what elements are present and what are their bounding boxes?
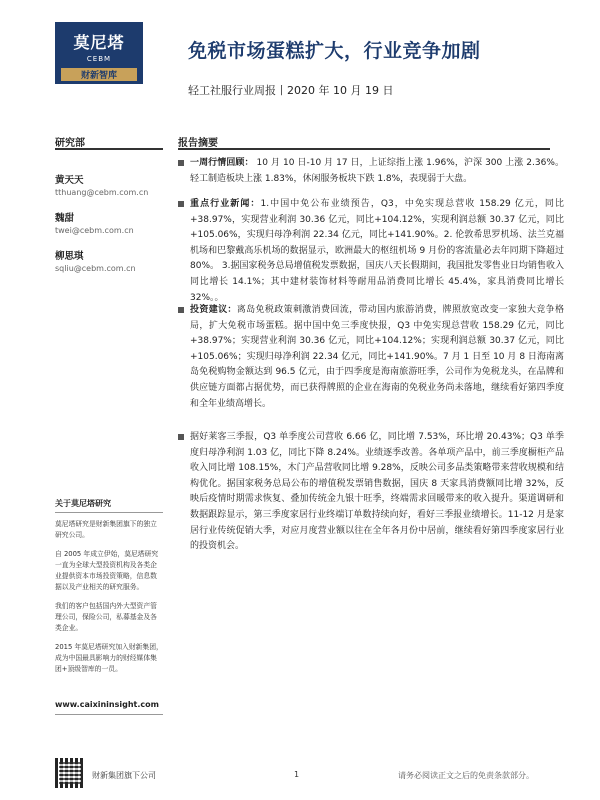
- analyst-card: [55, 248, 136, 273]
- square-bullet-icon: [178, 160, 184, 166]
- analyst-email[interactable]: tthuang@cebm.com.cn: [55, 188, 149, 197]
- brand-name-cn: 莫尼塔: [73, 33, 125, 52]
- square-bullet-icon: [178, 201, 184, 207]
- footer-disclaimer: 请务必阅读正文之后的免责条款部分。: [398, 771, 534, 780]
- main-divider: [178, 148, 550, 150]
- analyst-card: [55, 210, 134, 235]
- section-text: 离岛免税政策刺激消费回流，带动国内旅游消费，牌照放宽改变一家独大竞争格局，扩大免税市场蛋糕。据中国中免三季度快报，Q3 中免实现总营收 158.29 亿元，同比+38.97%；实现营业利润 30.36 亿元，同比+104.12%；实现利润总额 30.37 亿元，同比+105.06%；实现归母净利润 22.34 亿元，同比+141.90%。7 月 1 日至 10 月 8 日海南离岛免税购物金额达到 96.5 亿元，由于四季度是海南旅游旺季，公司作为免税龙头，在品牌和供应链方面都占据优势，而已获得牌照的企业在海南的免税业务尚未落地，继续看好第四季度和全年业绩高增长。: [190, 305, 564, 409]
- brand-subtitle: 财新智库: [61, 68, 137, 81]
- summary-heading: 报告摘要: [178, 138, 218, 149]
- analyst-card: [55, 172, 148, 197]
- square-bullet-icon: [178, 307, 184, 313]
- analyst-name: 柳思琪: [55, 251, 84, 262]
- section-lead: 一周行情回顾：: [190, 158, 254, 168]
- analyst-email[interactable]: twei@cebm.com.cn: [55, 226, 134, 235]
- about-section: [55, 498, 163, 683]
- section-text: 据好莱客三季报，Q3 单季度公司营收 6.66 亿，同比增 7.53%，环比增 20.43%；Q3 单季度归母净利润 1.03 亿，同比下降 8.24%。业绩逐季改善。各单项产品中，前三季度橱柜产品收入同比增 108.15%，木门产品营收同比增 9.28%，反映公司多品类策略带来营收规模和结构优化。据国家税务总局公布的增值税发票销售数据，国庆 8 天家具消费额同比增 32%，反映后疫情时期需求恢复、叠加传统金九银十旺季，终端需求回暖带来的收入提升。渠道调研和数据跟踪显示，第三季度家居行业终端订单数持续向好，看好三季报业绩增长。11-12 月是家居行业传统促销大季，对应月度营业额以往在全年各月份中居前，继续看好第四季度家居行业的投资机会。: [190, 432, 564, 552]
- footer-company: 财新集团旗下公司: [92, 771, 156, 780]
- analyst-name: 黄天天: [55, 175, 84, 186]
- about-paragraph: 我们的客户包括国内外大型资产管理公司，保险公司，私募基金及各类企业。: [55, 602, 157, 632]
- about-paragraph: 莫尼塔研究是财新集团旗下的独立研究公司。: [55, 520, 157, 539]
- summary-section-investment-advice: [178, 303, 564, 412]
- section-text: 10 月 10 日-10 月 17 日，上证综指上涨 1.96%，沪深 300 上涨 2.36%。轻工制造板块上涨 1.83%，休闲服务板块下跌 1.8%，表现弱于大盘。: [190, 158, 564, 184]
- about-title: 关于莫尼塔研究: [55, 498, 163, 513]
- section-lead: 重点行业新闻：: [190, 199, 261, 209]
- analyst-email[interactable]: sqliu@cebm.com.cn: [55, 264, 136, 273]
- website-link[interactable]: www.caixininsight.com: [55, 700, 159, 709]
- page-number: 1: [294, 770, 300, 779]
- about-paragraph: 2015 年莫尼塔研究加入财新集团，成为中国最具影响力的财经媒体集团+顶级智库的一员。: [55, 643, 163, 673]
- section-lead: 投资建议：: [190, 305, 237, 315]
- analyst-name: 魏甜: [55, 213, 75, 224]
- square-bullet-icon: [178, 434, 184, 440]
- brand-name-en: CEBM: [86, 55, 112, 63]
- brand-logo: [55, 22, 143, 84]
- sidebar-heading: 研究部: [55, 138, 85, 149]
- summary-section-industry-news: [178, 197, 564, 306]
- website-divider: [55, 714, 163, 715]
- summary-section-market-review: [178, 156, 564, 187]
- report-title: 免税市场蛋糕扩大，行业竞争加剧: [188, 40, 481, 62]
- sidebar-divider: [55, 148, 163, 150]
- summary-section-home-furnishing: [178, 430, 564, 555]
- section-text: 1.中国中免公布业绩预告，Q3，中免实现总营收 158.29 亿元，同比+38.97%，实现营业利润 30.36 亿元，同比+104.12%，实现利润总额 30.37 亿元，同比+105.06%，实现归母净利润 22.34 亿元，同比+141.90%。2. 伦敦希思罗机场、法兰克福机场和巴黎戴高乐机场的数据显示，欧洲最大的枢纽机场 9 月份的客流量必去年同期下降超过 80%。 3.据国家税务总局增值税发票数据，国庆八天长假期间，我国批发零售业日均销售收入同比增长 14.1%；其中建材装饰材料等耐用品消费同比增长 45.4%，家具消费同比增长 32%。。: [190, 199, 564, 303]
- report-subtitle: 轻工社服行业周报丨2020 年 10 月 19 日: [188, 84, 394, 97]
- about-paragraph: 自 2005 年成立伊始，莫尼塔研究一直为全球大型投资机构及各类企业提供资本市场投资策略，信息数据以及产业相关的研究服务。: [55, 550, 159, 591]
- qr-code-icon: [55, 758, 85, 788]
